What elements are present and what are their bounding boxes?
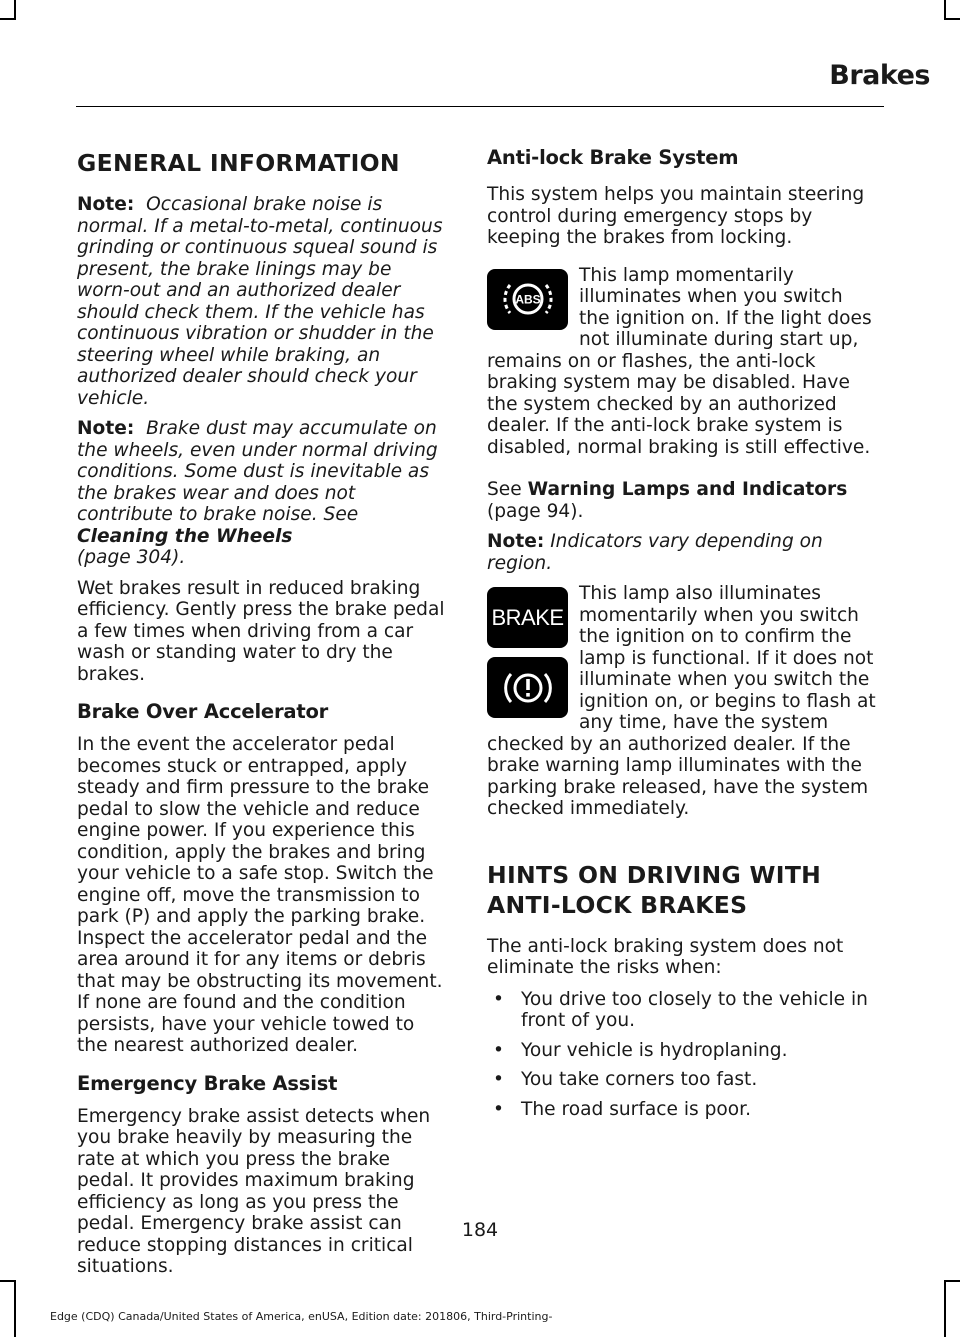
see-reference xyxy=(487,479,879,522)
crop-mark xyxy=(944,1280,946,1337)
abs-lamp-block xyxy=(487,265,879,459)
abs-icon xyxy=(487,269,568,330)
brake-over-accelerator-paragraph: In the event the accelerator pedal becomes stuck or entrapped, apply steady and firm pressure to the brake pedal to slow the vehicle and reduce engine power. If you experience this condition, apply the brakes and bring your vehicle to a safe stop. Switch the engine off, move the transmission to park (P) and apply the parking brake. Inspect the accelerator pedal and the area around it for any items or debris that may be obstructing its movement. If none are found and the condition persists, have your vehicle towed to the nearest authorized dealer. xyxy=(77,734,443,1056)
list-item: • You take corners too fast. xyxy=(487,1069,879,1091)
section-heading-hints-line-2: ANTI-LOCK BRAKES xyxy=(487,890,748,919)
page-title: Brakes xyxy=(829,60,930,91)
abs-icon-text: ABS xyxy=(514,292,541,307)
right-column xyxy=(487,144,879,1128)
crop-mark xyxy=(14,1280,16,1337)
note-text: Indicators vary depending on region. xyxy=(487,531,823,574)
risk-list xyxy=(487,989,879,1121)
note-brake-dust xyxy=(77,418,447,569)
header-divider xyxy=(76,106,884,107)
crop-mark xyxy=(944,18,960,20)
footer-edition: Edge (CDQ) Canada/United States of America, enUSA, Edition date: 201806, Third-Printing- xyxy=(50,1310,553,1323)
brake-lamp-paragraph: This lamp also illuminates momentarily when you switch the ignition on to confirm the lamp is functional. If it does not illuminate when you switch the ignition on, or begins to flash at any time, have the system checked by an authorized dealer. If the brake warning lamp illuminates with the parking brake released, have the system checked immediately. xyxy=(487,583,876,819)
crop-mark xyxy=(944,0,946,20)
warning-lamps-link[interactable]: Warning Lamps and Indicators xyxy=(527,479,848,500)
brake-symbol-icon xyxy=(498,666,558,710)
note-label: Note: xyxy=(77,418,135,439)
note-label: Note: xyxy=(77,194,135,215)
brake-warning-icon xyxy=(487,657,568,718)
crop-mark xyxy=(0,18,16,20)
abs-symbol-icon xyxy=(498,277,558,321)
subheading-brake-over-accelerator: Brake Over Accelerator xyxy=(77,700,329,723)
note-text: Brake dust may accumulate on the wheels, even under normal driving conditions. Some dust is inevitable as the brakes wear and does not contribute to brake noise. See xyxy=(77,418,438,525)
brake-lamp-block xyxy=(487,583,879,820)
page-reference: (page 304). xyxy=(77,547,186,568)
indicators-note xyxy=(487,531,879,574)
abs-lamp-paragraph: This lamp momentarily illuminates when you switch the ignition on. If the light does not illuminate during start up, remains on or flashes, the anti-lock braking system may be disabled. Have the system checked by an authorized dealer. If the anti-lock brake system is disabled, normal braking is still effective. xyxy=(487,264,872,458)
note-text: Occasional brake noise is normal. If a metal-to-metal, continuous grinding or continuous squeal sound is present, the brake linings may be worn-out and an authorized dealer should check them. If the vehicle has continuous vibration or shudder in the steering wheel while braking, an authorized dealer should check your vehicle. xyxy=(77,194,443,409)
cleaning-wheels-link[interactable]: Cleaning the Wheels xyxy=(77,525,293,547)
wet-brakes-paragraph: Wet brakes result in reduced braking efficiency. Gently press the brake pedal a few times when driving from a car wash or standing water to dry the brakes. xyxy=(77,577,445,685)
brake-icon-text: BRAKE xyxy=(491,604,564,630)
subheading-anti-lock-brake-system: Anti-lock Brake System xyxy=(487,146,739,169)
section-heading-hints-line-1: HINTS ON DRIVING WITH xyxy=(487,860,822,889)
brake-warning-lamp-images xyxy=(487,587,568,727)
note-label: Note: xyxy=(487,531,545,552)
see-label: See xyxy=(487,479,522,500)
crop-mark xyxy=(0,1280,16,1282)
page-number: 184 xyxy=(461,1219,499,1241)
list-item: • Your vehicle is hydroplaning. xyxy=(487,1040,879,1062)
list-item: • You drive too closely to the vehicle in front of you. xyxy=(487,989,879,1032)
left-column xyxy=(77,144,447,1278)
abs-intro-paragraph: This system helps you maintain steering control during emergency stops by keeping the brakes from locking. xyxy=(487,184,865,248)
note-brake-noise xyxy=(77,194,447,409)
abs-warning-lamp-image xyxy=(487,269,568,339)
subheading-emergency-brake-assist: Emergency Brake Assist xyxy=(77,1071,338,1095)
crop-mark xyxy=(14,0,16,20)
list-item: • The road surface is poor. xyxy=(487,1099,879,1121)
page-reference: (page 94). xyxy=(487,500,584,522)
section-heading-general-information: GENERAL INFORMATION xyxy=(77,149,400,177)
crop-mark xyxy=(944,1280,960,1282)
emergency-brake-assist-paragraph: Emergency brake assist detects when you brake heavily by measuring the rate at which you press the brake pedal. It provides maximum braking efficiency as long as you press the pedal. Emergency brake assist can reduce stopping distances in critical situations. xyxy=(77,1105,431,1277)
hints-intro-paragraph: The anti-lock braking system does not eliminate the risks when: xyxy=(487,935,844,978)
brake-text-icon xyxy=(487,587,568,648)
